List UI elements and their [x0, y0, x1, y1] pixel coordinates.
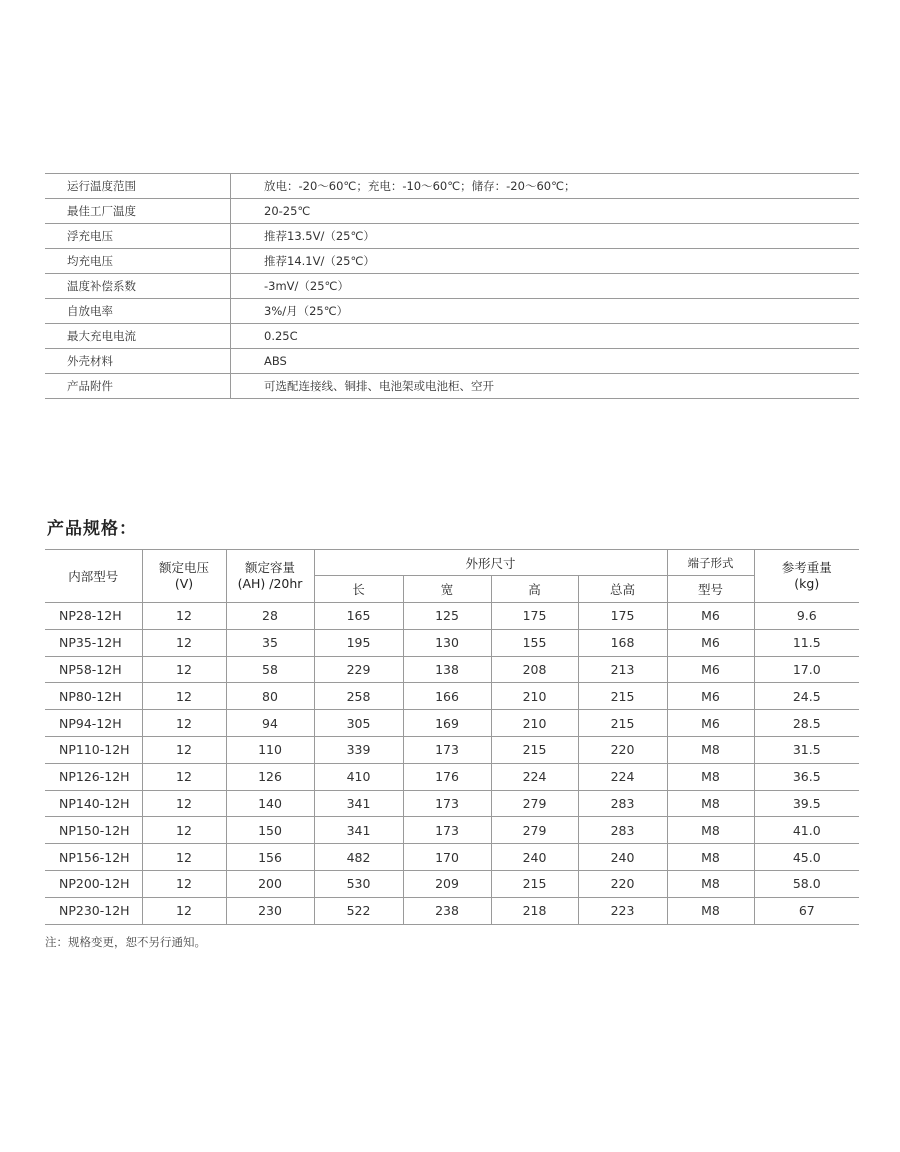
cell-length: 482: [314, 844, 403, 871]
parameter-row: [45, 374, 859, 399]
cell-model: NP140-12H: [45, 790, 142, 817]
cell-voltage: 12: [142, 870, 226, 897]
cell-terminal: M8: [667, 844, 754, 871]
cell-total-height: 215: [578, 710, 667, 737]
spec-row: [45, 629, 859, 656]
cell-width: 138: [403, 656, 491, 683]
spec-row: [45, 736, 859, 763]
cell-terminal: M8: [667, 790, 754, 817]
parameter-value: -3mV/（25℃）: [231, 274, 860, 299]
cell-weight: 11.5: [754, 629, 859, 656]
cell-height: 224: [491, 763, 578, 790]
spec-table-header: [45, 550, 859, 603]
parameter-label: 均充电压: [45, 249, 231, 274]
cell-model: NP80-12H: [45, 683, 142, 710]
cell-weight: 31.5: [754, 736, 859, 763]
cell-total-height: 168: [578, 629, 667, 656]
cell-length: 341: [314, 790, 403, 817]
cell-capacity: 230: [226, 897, 314, 924]
cell-height: 210: [491, 710, 578, 737]
cell-weight: 41.0: [754, 817, 859, 844]
cell-model: NP94-12H: [45, 710, 142, 737]
cell-capacity: 200: [226, 870, 314, 897]
cell-capacity: 156: [226, 844, 314, 871]
cell-length: 530: [314, 870, 403, 897]
spec-row: [45, 817, 859, 844]
parameter-label: 产品附件: [45, 374, 231, 399]
cell-total-height: 283: [578, 817, 667, 844]
cell-capacity: 58: [226, 656, 314, 683]
footnote: 注：规格变更，恕不另行通知。: [45, 935, 206, 949]
spec-row: [45, 603, 859, 630]
header-capacity-unit: (AH) /20hr: [237, 576, 303, 591]
cell-height: 208: [491, 656, 578, 683]
cell-length: 339: [314, 736, 403, 763]
cell-voltage: 12: [142, 656, 226, 683]
cell-terminal: M6: [667, 710, 754, 737]
cell-model: NP150-12H: [45, 817, 142, 844]
header-dimensions: 外形尺寸: [314, 550, 667, 576]
parameter-value: 20-25℃: [231, 199, 860, 224]
cell-voltage: 12: [142, 683, 226, 710]
spec-row: [45, 870, 859, 897]
spec-row: [45, 844, 859, 871]
cell-length: 229: [314, 656, 403, 683]
cell-capacity: 94: [226, 710, 314, 737]
cell-length: 165: [314, 603, 403, 630]
parameter-label: 温度补偿系数: [45, 274, 231, 299]
cell-voltage: 12: [142, 763, 226, 790]
cell-capacity: 80: [226, 683, 314, 710]
cell-capacity: 35: [226, 629, 314, 656]
header-voltage-label: 额定电压: [158, 560, 209, 575]
cell-height: 279: [491, 790, 578, 817]
spec-row: [45, 683, 859, 710]
cell-terminal: M6: [667, 656, 754, 683]
cell-terminal: M8: [667, 763, 754, 790]
parameter-row: [45, 249, 859, 274]
cell-terminal: M8: [667, 817, 754, 844]
cell-total-height: 213: [578, 656, 667, 683]
cell-total-height: 220: [578, 870, 667, 897]
header-capacity-label: 额定容量: [244, 560, 295, 575]
parameter-row: [45, 299, 859, 324]
cell-model: NP156-12H: [45, 844, 142, 871]
header-model: 内部型号: [45, 550, 142, 603]
parameter-row: [45, 224, 859, 249]
parameter-row: [45, 199, 859, 224]
cell-height: 175: [491, 603, 578, 630]
header-terminal-model: 型号: [667, 576, 754, 603]
cell-width: 125: [403, 603, 491, 630]
cell-height: 155: [491, 629, 578, 656]
header-total-height: 总高: [578, 576, 667, 603]
cell-model: NP28-12H: [45, 603, 142, 630]
parameter-value: 可选配连接线、铜排、电池架或电池柜、空开: [231, 374, 860, 399]
parameter-row: [45, 349, 859, 374]
cell-weight: 67: [754, 897, 859, 924]
cell-terminal: M6: [667, 683, 754, 710]
cell-width: 166: [403, 683, 491, 710]
header-height: 高: [491, 576, 578, 603]
header-weight-label: 参考重量: [781, 560, 832, 575]
cell-voltage: 12: [142, 897, 226, 924]
header-terminal: 端子形式: [667, 550, 754, 576]
cell-length: 258: [314, 683, 403, 710]
cell-total-height: 215: [578, 683, 667, 710]
spec-row: [45, 656, 859, 683]
parameter-label: 浮充电压: [45, 224, 231, 249]
cell-weight: 9.6: [754, 603, 859, 630]
cell-model: NP58-12H: [45, 656, 142, 683]
cell-capacity: 110: [226, 736, 314, 763]
cell-height: 210: [491, 683, 578, 710]
header-length: 长: [314, 576, 403, 603]
cell-total-height: 223: [578, 897, 667, 924]
parameter-row: [45, 274, 859, 299]
cell-capacity: 150: [226, 817, 314, 844]
cell-voltage: 12: [142, 790, 226, 817]
cell-length: 410: [314, 763, 403, 790]
parameter-label: 外壳材料: [45, 349, 231, 374]
cell-height: 240: [491, 844, 578, 871]
cell-length: 522: [314, 897, 403, 924]
parameter-value: 推荐14.1V/（25℃）: [231, 249, 860, 274]
spec-section-title: 产品规格：: [47, 519, 137, 539]
spec-row: [45, 710, 859, 737]
header-capacity: [226, 550, 314, 603]
cell-length: 305: [314, 710, 403, 737]
cell-capacity: 126: [226, 763, 314, 790]
cell-total-height: 283: [578, 790, 667, 817]
cell-width: 238: [403, 897, 491, 924]
cell-terminal: M8: [667, 870, 754, 897]
cell-capacity: 28: [226, 603, 314, 630]
spec-row: [45, 897, 859, 924]
cell-model: NP110-12H: [45, 736, 142, 763]
parameter-value: ABS: [231, 349, 860, 374]
spec-table-body: [45, 603, 859, 925]
header-weight-unit: (kg): [794, 576, 820, 591]
cell-weight: 17.0: [754, 656, 859, 683]
cell-length: 195: [314, 629, 403, 656]
cell-terminal: M8: [667, 897, 754, 924]
cell-length: 341: [314, 817, 403, 844]
parameter-value: 放电：-20～60℃；充电：-10～60℃；储存：-20～60℃；: [231, 174, 860, 199]
cell-height: 218: [491, 897, 578, 924]
cell-voltage: 12: [142, 710, 226, 737]
cell-terminal: M8: [667, 736, 754, 763]
cell-model: NP230-12H: [45, 897, 142, 924]
cell-weight: 36.5: [754, 763, 859, 790]
cell-height: 279: [491, 817, 578, 844]
cell-width: 173: [403, 736, 491, 763]
cell-width: 169: [403, 710, 491, 737]
cell-height: 215: [491, 870, 578, 897]
cell-width: 130: [403, 629, 491, 656]
cell-weight: 28.5: [754, 710, 859, 737]
parameter-value: 0.25C: [231, 324, 860, 349]
spec-row: [45, 790, 859, 817]
spec-header-row: [45, 550, 859, 576]
parameter-row: [45, 174, 859, 199]
cell-width: 176: [403, 763, 491, 790]
cell-voltage: 12: [142, 736, 226, 763]
spec-table: [45, 549, 859, 925]
header-width: 宽: [403, 576, 491, 603]
cell-weight: 45.0: [754, 844, 859, 871]
parameter-label: 自放电率: [45, 299, 231, 324]
cell-width: 170: [403, 844, 491, 871]
cell-width: 173: [403, 790, 491, 817]
cell-width: 209: [403, 870, 491, 897]
cell-weight: 58.0: [754, 870, 859, 897]
parameter-table: [45, 173, 859, 399]
cell-model: NP200-12H: [45, 870, 142, 897]
parameter-label: 运行温度范围: [45, 174, 231, 199]
cell-width: 173: [403, 817, 491, 844]
cell-voltage: 12: [142, 629, 226, 656]
parameter-row: [45, 324, 859, 349]
cell-terminal: M6: [667, 629, 754, 656]
cell-total-height: 220: [578, 736, 667, 763]
cell-capacity: 140: [226, 790, 314, 817]
cell-model: NP126-12H: [45, 763, 142, 790]
cell-weight: 39.5: [754, 790, 859, 817]
parameter-value: 推荐13.5V/（25℃）: [231, 224, 860, 249]
cell-total-height: 175: [578, 603, 667, 630]
cell-height: 215: [491, 736, 578, 763]
header-weight: [754, 550, 859, 603]
cell-total-height: 224: [578, 763, 667, 790]
cell-total-height: 240: [578, 844, 667, 871]
spec-row: [45, 763, 859, 790]
cell-voltage: 12: [142, 603, 226, 630]
cell-terminal: M6: [667, 603, 754, 630]
cell-weight: 24.5: [754, 683, 859, 710]
cell-voltage: 12: [142, 817, 226, 844]
cell-voltage: 12: [142, 844, 226, 871]
parameter-table-body: [45, 174, 859, 399]
cell-model: NP35-12H: [45, 629, 142, 656]
parameter-label: 最佳工厂温度: [45, 199, 231, 224]
parameter-value: 3%/月（25℃）: [231, 299, 860, 324]
header-voltage-unit: (V): [174, 576, 194, 591]
parameter-label: 最大充电电流: [45, 324, 231, 349]
header-voltage: [142, 550, 226, 603]
